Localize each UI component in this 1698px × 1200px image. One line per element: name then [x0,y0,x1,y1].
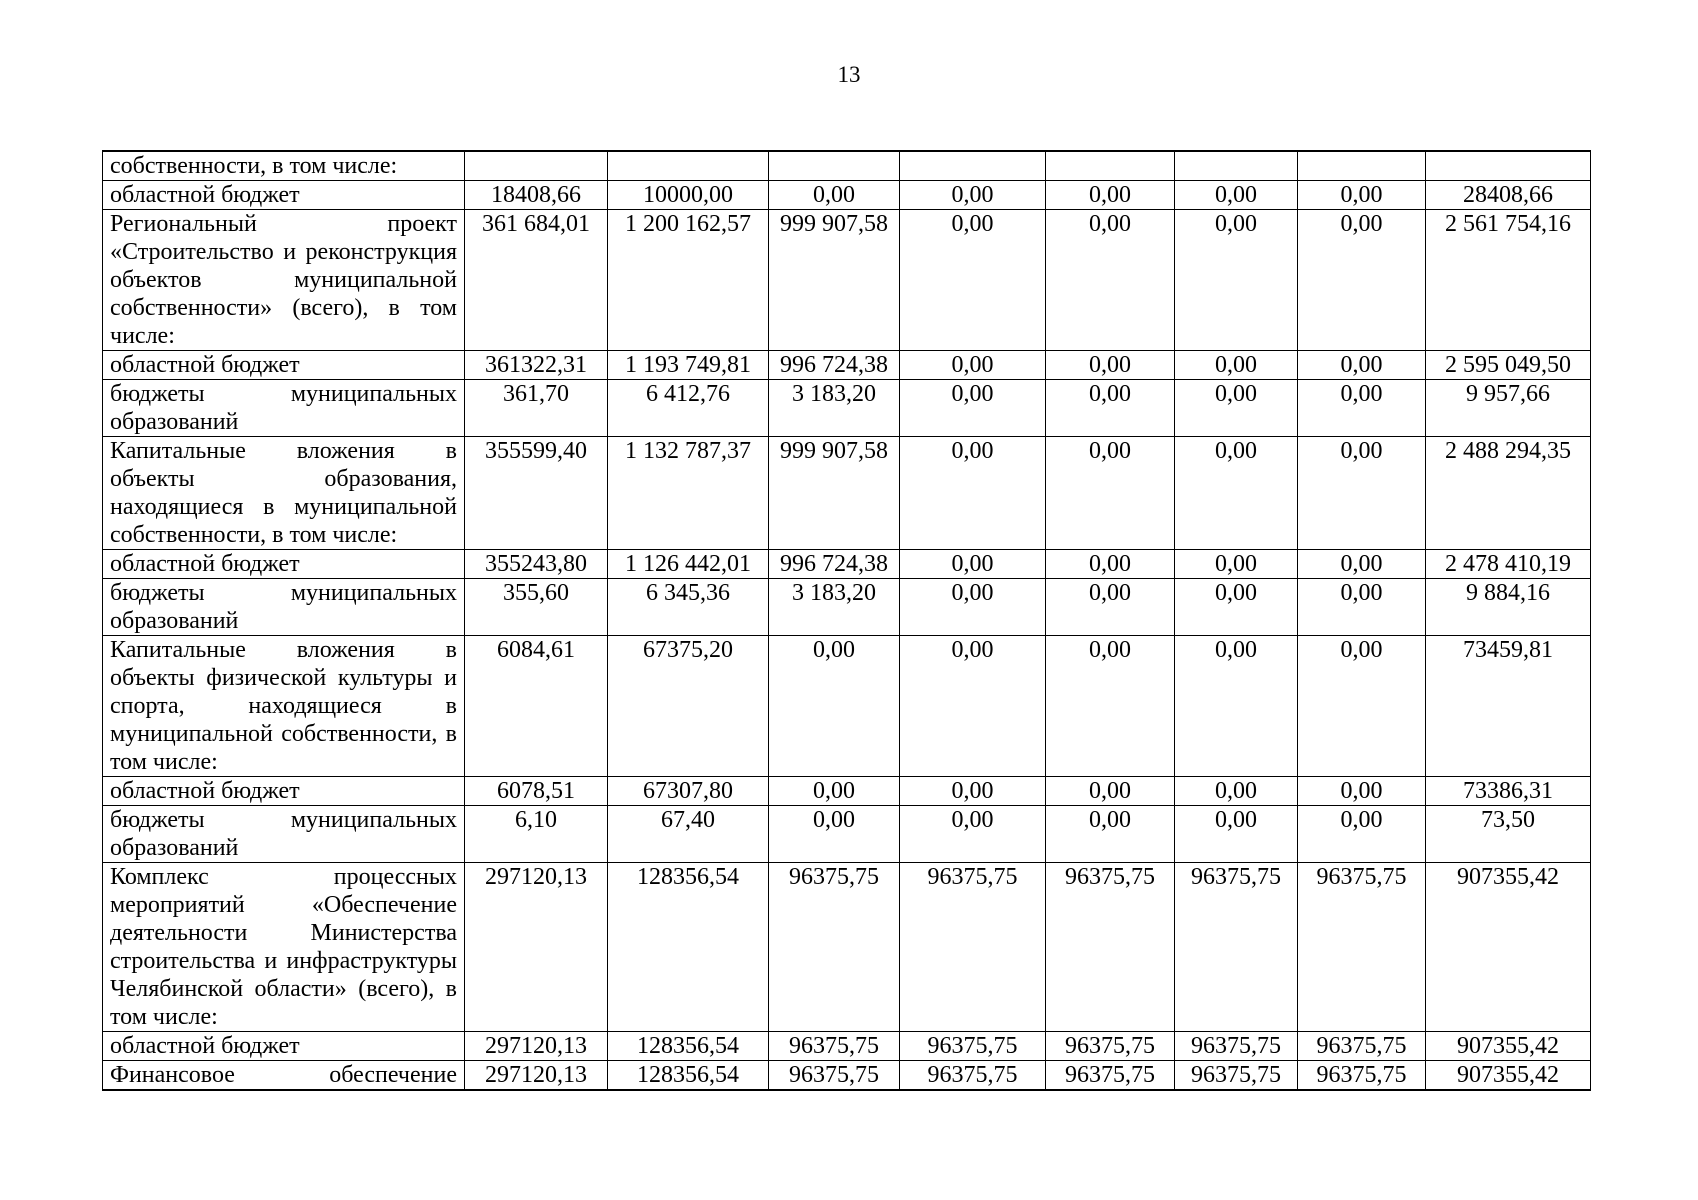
value-cell: 297120,13 [465,1032,608,1061]
value-cell: 0,00 [1046,806,1175,863]
value-cell: 0,00 [900,210,1046,351]
value-cell: 73386,31 [1426,777,1591,806]
table-row [103,579,1591,636]
row-label: бюджеты муниципальных образований [103,806,465,863]
value-cell: 73459,81 [1426,636,1591,777]
value-cell: 0,00 [1298,636,1426,777]
value-cell: 96375,75 [1046,1061,1175,1091]
value-cell: 361 684,01 [465,210,608,351]
value-cell: 0,00 [1298,380,1426,437]
value-cell: 96375,75 [1298,1032,1426,1061]
value-cell: 1 200 162,57 [608,210,769,351]
value-cell: 907355,42 [1426,1032,1591,1061]
value-cell: 999 907,58 [769,210,900,351]
value-cell [1046,151,1175,181]
value-cell [608,151,769,181]
table-row [103,550,1591,579]
value-cell: 0,00 [900,636,1046,777]
value-cell: 0,00 [1298,437,1426,550]
value-cell: 73,50 [1426,806,1591,863]
value-cell: 0,00 [1298,806,1426,863]
value-cell: 96375,75 [900,1061,1046,1091]
row-label: областной бюджет [103,1032,465,1061]
value-cell: 999 907,58 [769,437,900,550]
value-cell: 0,00 [1046,380,1175,437]
value-cell: 0,00 [900,550,1046,579]
row-label: областной бюджет [103,351,465,380]
value-cell: 6 412,76 [608,380,769,437]
value-cell: 0,00 [900,351,1046,380]
value-cell: 96375,75 [1046,863,1175,1032]
value-cell: 6,10 [465,806,608,863]
value-cell: 0,00 [769,777,900,806]
value-cell: 297120,13 [465,1061,608,1091]
value-cell: 1 193 749,81 [608,351,769,380]
budget-table [102,150,1591,1091]
value-cell [1426,151,1591,181]
value-cell: 28408,66 [1426,181,1591,210]
value-cell: 1 132 787,37 [608,437,769,550]
value-cell: 0,00 [1046,437,1175,550]
value-cell: 96375,75 [769,863,900,1032]
value-cell: 9 884,16 [1426,579,1591,636]
table-row [103,210,1591,351]
value-cell: 96375,75 [1298,863,1426,1032]
table-row [103,1061,1591,1091]
value-cell: 355,60 [465,579,608,636]
table-row [103,380,1591,437]
value-cell: 0,00 [900,579,1046,636]
value-cell: 3 183,20 [769,380,900,437]
value-cell [769,151,900,181]
value-cell: 6078,51 [465,777,608,806]
table-row [103,636,1591,777]
value-cell: 18408,66 [465,181,608,210]
value-cell [465,151,608,181]
value-cell: 10000,00 [608,181,769,210]
value-cell: 907355,42 [1426,1061,1591,1091]
table-row [103,806,1591,863]
row-label: Финансовое обеспечение [103,1061,465,1091]
value-cell [1298,151,1426,181]
value-cell: 361322,31 [465,351,608,380]
value-cell: 0,00 [1175,210,1298,351]
value-cell: 128356,54 [608,1061,769,1091]
value-cell: 96375,75 [1175,1032,1298,1061]
row-label: Региональный проект «Строительство и реконструкция объектов муниципальной собственности» (всего), в том числе: [103,210,465,351]
value-cell: 0,00 [900,806,1046,863]
row-label: областной бюджет [103,777,465,806]
value-cell: 0,00 [769,181,900,210]
value-cell: 0,00 [1175,437,1298,550]
value-cell [1175,151,1298,181]
table-row [103,351,1591,380]
value-cell: 0,00 [1046,777,1175,806]
value-cell: 0,00 [1175,550,1298,579]
row-label: областной бюджет [103,550,465,579]
value-cell: 0,00 [769,636,900,777]
table-body [103,151,1591,1090]
table-row [103,181,1591,210]
row-label: областной бюджет [103,181,465,210]
value-cell: 128356,54 [608,863,769,1032]
value-cell: 2 595 049,50 [1426,351,1591,380]
value-cell: 0,00 [1175,806,1298,863]
value-cell: 0,00 [900,777,1046,806]
value-cell: 907355,42 [1426,863,1591,1032]
value-cell: 361,70 [465,380,608,437]
value-cell: 0,00 [1046,550,1175,579]
row-label: бюджеты муниципальных образований [103,380,465,437]
row-label: Капитальные вложения в объекты физической культуры и спорта, находящиеся в муниципальной собственности, в том числе: [103,636,465,777]
value-cell: 0,00 [900,437,1046,550]
value-cell: 6084,61 [465,636,608,777]
value-cell: 0,00 [1175,579,1298,636]
value-cell: 297120,13 [465,863,608,1032]
value-cell: 0,00 [1175,777,1298,806]
table-row [103,1032,1591,1061]
value-cell: 96375,75 [1175,1061,1298,1091]
value-cell: 0,00 [900,380,1046,437]
value-cell: 355599,40 [465,437,608,550]
row-label: собственности, в том числе: [103,151,465,181]
value-cell: 67375,20 [608,636,769,777]
value-cell [900,151,1046,181]
value-cell: 0,00 [1046,579,1175,636]
value-cell: 9 957,66 [1426,380,1591,437]
value-cell: 96375,75 [900,1032,1046,1061]
value-cell: 2 488 294,35 [1426,437,1591,550]
row-label: бюджеты муниципальных образований [103,579,465,636]
value-cell: 0,00 [900,181,1046,210]
table-row [103,863,1591,1032]
value-cell: 0,00 [1175,380,1298,437]
value-cell: 0,00 [1298,351,1426,380]
value-cell: 0,00 [1046,210,1175,351]
value-cell: 6 345,36 [608,579,769,636]
value-cell: 996 724,38 [769,550,900,579]
value-cell: 0,00 [1298,181,1426,210]
value-cell: 96375,75 [769,1032,900,1061]
table-row [103,777,1591,806]
row-label: Капитальные вложения в объекты образования, находящиеся в муниципальной собственности, в том числе: [103,437,465,550]
value-cell: 0,00 [1298,210,1426,351]
value-cell: 0,00 [1298,579,1426,636]
table-row [103,437,1591,550]
value-cell: 0,00 [1175,636,1298,777]
value-cell: 0,00 [1175,181,1298,210]
row-label: Комплекс процессных мероприятий «Обеспечение деятельности Министерства строительства и инфраструктуры Челябинской области» (всего), в том числе: [103,863,465,1032]
value-cell: 0,00 [769,806,900,863]
value-cell: 0,00 [1298,777,1426,806]
value-cell: 3 183,20 [769,579,900,636]
value-cell: 0,00 [1046,181,1175,210]
value-cell: 0,00 [1046,351,1175,380]
value-cell: 96375,75 [900,863,1046,1032]
value-cell: 96375,75 [1046,1032,1175,1061]
value-cell: 2 478 410,19 [1426,550,1591,579]
value-cell: 67307,80 [608,777,769,806]
value-cell: 355243,80 [465,550,608,579]
page-number: 13 [837,62,861,87]
value-cell: 0,00 [1175,351,1298,380]
value-cell: 128356,54 [608,1032,769,1061]
value-cell: 67,40 [608,806,769,863]
value-cell: 1 126 442,01 [608,550,769,579]
value-cell: 996 724,38 [769,351,900,380]
value-cell: 96375,75 [1298,1061,1426,1091]
table-row [103,151,1591,181]
value-cell: 96375,75 [769,1061,900,1091]
value-cell: 0,00 [1298,550,1426,579]
value-cell: 0,00 [1046,636,1175,777]
value-cell: 96375,75 [1175,863,1298,1032]
value-cell: 2 561 754,16 [1426,210,1591,351]
